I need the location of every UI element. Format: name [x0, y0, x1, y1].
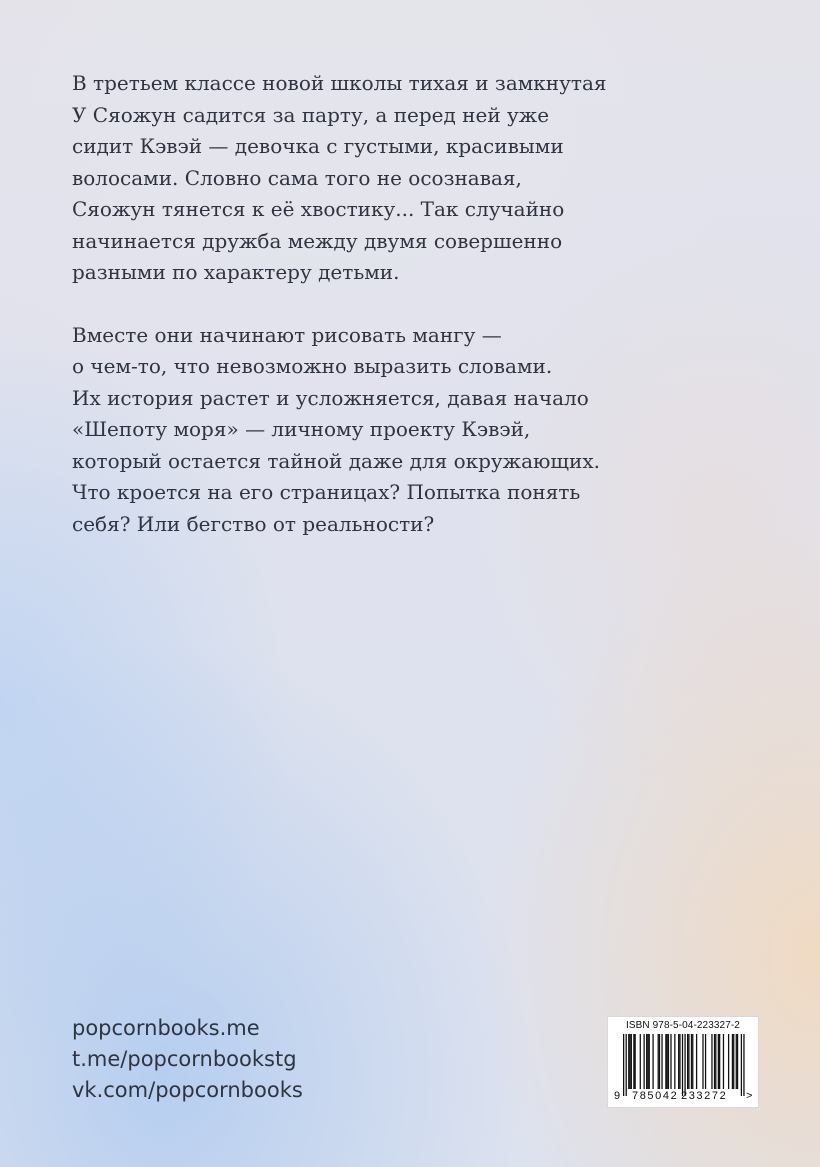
barcode-bar [635, 1034, 636, 1089]
blurb-paragraph-2 [72, 320, 672, 541]
isbn-label: ISBN 978-5-04-223327-2 [626, 1020, 740, 1031]
barcode-bar [628, 1034, 629, 1089]
barcode-left-group: 785042 [632, 1090, 679, 1102]
barcode-bar [678, 1034, 679, 1089]
barcode-bar [702, 1034, 703, 1089]
barcode-bar [679, 1034, 680, 1089]
blurb-line: волосами. Словно сама того не осознавая, [72, 165, 522, 190]
barcode-bar [640, 1034, 641, 1089]
blurb-line: Сяожун тянется к её хвостику... Так случайно [72, 197, 565, 221]
barcode-bar [665, 1034, 666, 1089]
blurb-line: Их история растет и усложняется, давая начало [72, 385, 589, 410]
blurb-line: разными по характеру детьми. [72, 260, 400, 284]
blurb-line: сидит Кэвэй — девочка с густыми, красивыми [72, 134, 564, 158]
blurb-line: В третьем классе новой школы тихая и замкнутая [72, 71, 607, 95]
barcode-right-group: 233272 [681, 1090, 728, 1102]
barcode-bar [658, 1034, 659, 1089]
barcode-bar [643, 1034, 644, 1089]
barcode-bar [674, 1034, 675, 1089]
blurb-line: себя? Или бегство от реальности? [72, 511, 435, 536]
barcode-bar [711, 1034, 712, 1089]
barcode-guard-bar [684, 1034, 685, 1096]
barcode-bar [696, 1034, 697, 1089]
barcode-quiet-zone-marker: > [746, 1090, 753, 1102]
barcode-bar [647, 1034, 648, 1089]
barcode-bar [668, 1034, 669, 1089]
blurb-line: У Сяожун садится за парту, а перед ней уже [72, 102, 550, 127]
barcode-bar [714, 1034, 715, 1089]
barcode-bar [723, 1034, 724, 1089]
telegram-link[interactable]: t.me/popcornbookstg [72, 1047, 297, 1071]
blurb-line: начинается дружба между двумя совершенно [72, 228, 563, 253]
barcode-bar [649, 1034, 650, 1089]
barcode-bar [718, 1034, 719, 1089]
barcode-guard-bar [626, 1034, 627, 1096]
vk-link[interactable]: vk.com/popcornbooks [72, 1078, 303, 1102]
barcode-bar [732, 1034, 733, 1089]
website-link[interactable]: popcornbooks.me [72, 1016, 260, 1040]
barcode-guard-bar [741, 1034, 742, 1096]
blurb-line: «Шепоту моря» — личному проекту Кэвэй, [72, 417, 531, 441]
barcode-bar [633, 1034, 634, 1089]
barcode-bar [719, 1034, 720, 1089]
publisher-links [72, 1013, 303, 1106]
barcode-bar [733, 1034, 734, 1089]
barcode-guard-bar [623, 1034, 624, 1096]
barcode-bar [661, 1034, 662, 1089]
barcode-bar [687, 1034, 688, 1089]
blurb-paragraph-1 [72, 68, 672, 289]
barcode-first-digit: 9 [614, 1090, 621, 1102]
barcode-bar [652, 1034, 653, 1089]
blurb-line: Что кроется на его страницах? Попытка понять [72, 480, 581, 504]
barcode-bar [692, 1034, 693, 1089]
barcode-bar [659, 1034, 660, 1089]
isbn-barcode [607, 1016, 759, 1108]
blurb-line: Вместе они начинают рисовать мангу — [72, 322, 502, 347]
barcode-bar [631, 1034, 632, 1089]
barcode-bar [705, 1034, 706, 1089]
barcode-guard-bar [743, 1034, 744, 1096]
blurb-line: о чем-то, что невозможно выразить словами. [72, 354, 553, 378]
blurb-line: который остается тайной даже для окружающих. [72, 448, 600, 473]
barcode-bar [629, 1034, 630, 1089]
barcode-bar [667, 1034, 668, 1089]
barcode-bar [688, 1034, 689, 1089]
barcode-bar [736, 1034, 737, 1089]
barcode-bar [646, 1034, 647, 1089]
barcode-bar [670, 1034, 671, 1089]
barcode-bar [728, 1034, 729, 1089]
back-cover-blurb [72, 68, 672, 571]
barcode-bar [715, 1034, 716, 1089]
barcode-guard-bar [682, 1034, 683, 1096]
barcode-bar [737, 1034, 738, 1089]
barcode-bar [691, 1034, 692, 1089]
